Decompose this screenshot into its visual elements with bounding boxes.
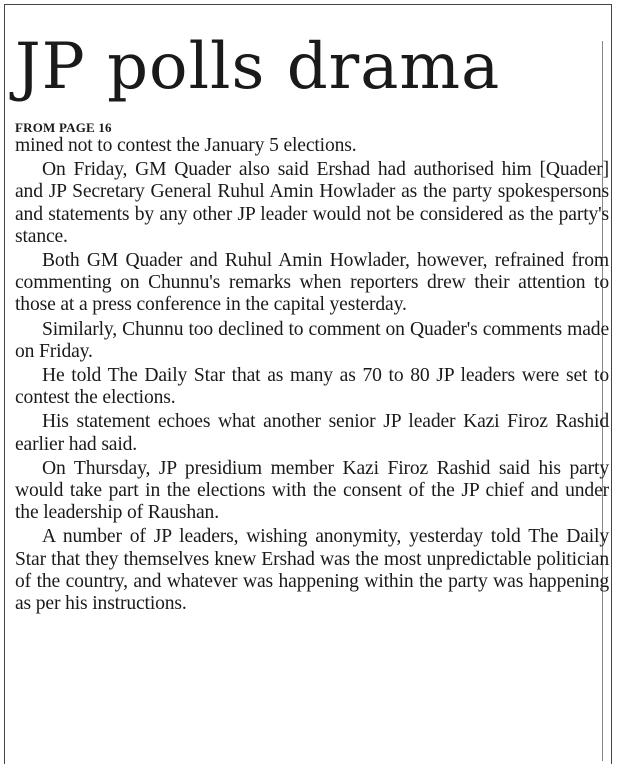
jump-line: FROM PAGE 16 [15, 120, 112, 135]
paragraph: His statement echoes what another senior JP leader Kazi Firoz Rashid earlier had said. [15, 411, 609, 455]
paragraph: On Friday, GM Quader also said Ershad had authorised him [Quader] and JP Secretary General Ruhul Amin Howlader as the party spokespersons and statements by any other JP leader would not be considered as the party's stance. [15, 159, 609, 247]
paragraph: mined not to contest the January 5 elections. [15, 135, 357, 156]
headline: JP polls drama [15, 30, 501, 104]
paragraph: He told The Daily Star that as many as 70 to 80 JP leaders were set to contest the elections. [15, 365, 609, 409]
paragraph: Both GM Quader and Ruhul Amin Howlader, however, refrained from commenting on Chunnu's remarks when reporters drew their attention to those at a press conference in the capital yesterday. [15, 250, 609, 316]
article-body [15, 135, 609, 615]
article [15, 31, 609, 617]
paragraph: A number of JP leaders, wishing anonymity, yesterday told The Daily Star that they themselves knew Ershad was the most unpredictable politician of the country, and whatever was happening within the party was happening as per his instructions. [15, 526, 609, 615]
article-frame [4, 4, 612, 764]
paragraph: On Thursday, JP presidium member Kazi Firoz Rashid said his party would take part in the elections with the consent of the JP chief and under the leadership of Raushan. [15, 457, 609, 524]
paragraph: Similarly, Chunnu too declined to comment on Quader's comments made on Friday. [15, 318, 609, 362]
